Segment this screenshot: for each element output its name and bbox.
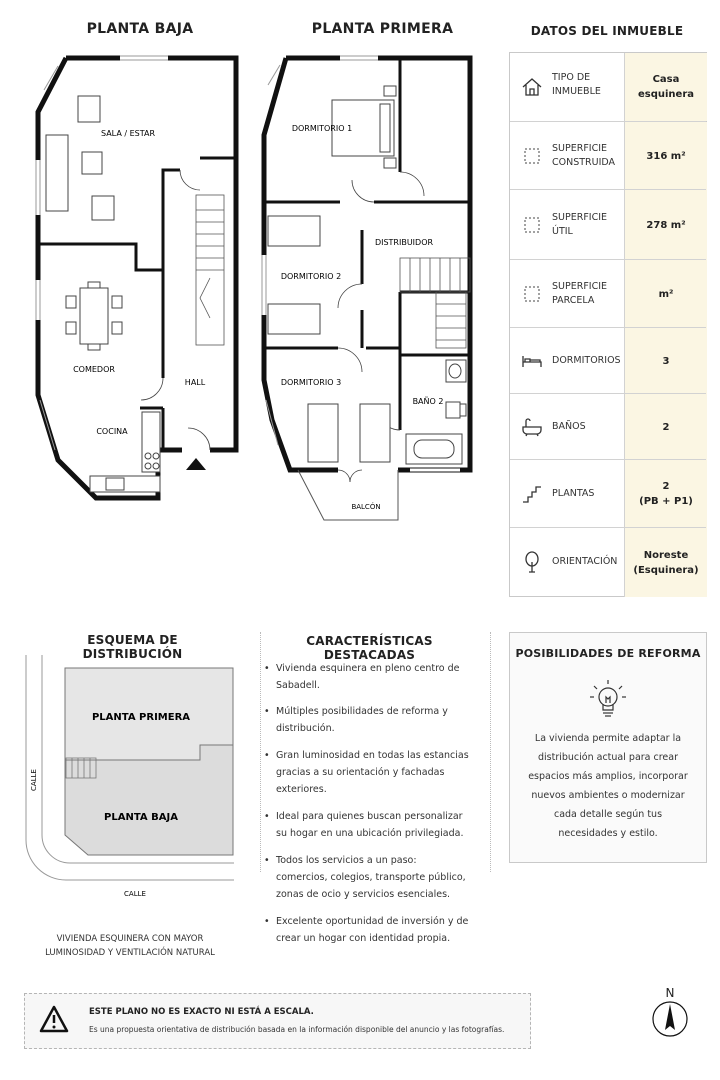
disclaimer-title: ESTE PLANO NO ES EXACTO NI ESTÁ A ESCALA.	[89, 1007, 314, 1017]
first-floor-plan	[250, 0, 485, 530]
row-useful-area	[510, 189, 706, 260]
street-side-label: CALLE	[30, 769, 38, 791]
feature-line: • Múltiples posibilidades de reforma y	[276, 706, 448, 717]
row-value: esquinera	[637, 89, 695, 100]
ground-floor-plan	[0, 0, 260, 520]
row-value: 278 m²	[646, 219, 686, 231]
distributor-label: DISTRIBUIDOR	[374, 238, 434, 247]
reform-line: necesidades y estilo.	[558, 828, 658, 839]
bedroom1-label: DORMITORIO 1	[291, 124, 353, 133]
street-bottom-label: CALLE	[124, 890, 146, 898]
reform-line: La vivienda permite adaptar la	[534, 733, 682, 744]
reform-line: cada detalle según tus	[553, 809, 663, 820]
feature-line: • Vivienda esquinera en pleno centro de	[276, 663, 460, 674]
bedroom3-label: DORMITORIO 3	[280, 378, 342, 387]
feature-line: comercios, colegios, transporte público,	[276, 872, 466, 883]
row-label: CONSTRUIDA	[552, 157, 616, 168]
row-plot-area	[510, 259, 706, 328]
row-label: SUPERFICIE	[552, 143, 608, 154]
distribution-title: ESQUEMA DE DISTRIBUCIÓN	[82, 633, 183, 661]
feature-line: Sabadell.	[276, 680, 320, 691]
lightbulb-icon	[588, 677, 628, 723]
north-label: N	[665, 986, 675, 1000]
house-icon	[520, 75, 544, 99]
bedroom2-label: DORMITORIO 2	[280, 272, 342, 281]
property-data-table	[509, 52, 707, 597]
feature-item	[276, 747, 476, 798]
scheme-caption-line: VIVIENDA ESQUINERA CON MAYOR	[56, 934, 204, 944]
feature-line: su hogar en una ubicación privilegiada.	[276, 828, 464, 839]
dashed-square-icon	[520, 282, 544, 306]
row-bedrooms	[510, 327, 706, 394]
bathroom2-label: BAÑO 2	[412, 397, 444, 406]
row-value: Casa	[652, 74, 680, 85]
disclaimer-box	[24, 993, 531, 1049]
row-value: 2	[662, 481, 670, 492]
feature-line: • Gran luminosidad en todas las estancias	[276, 750, 469, 761]
row-label: ÚTIL	[552, 226, 573, 237]
dining-room-label: COMEDOR	[73, 365, 115, 374]
row-value: m²	[658, 288, 674, 300]
bathtub-icon	[520, 415, 544, 439]
ground-floor-title: PLANTA BAJA	[86, 21, 194, 37]
dashed-square-icon	[520, 144, 544, 168]
row-label: INMUEBLE	[552, 86, 601, 97]
balcony-label: BALCÓN	[351, 503, 381, 511]
row-label: ORIENTACIÓN	[552, 556, 618, 567]
row-label: DORMITORIOS	[552, 355, 621, 366]
north-arrow-icon	[651, 1000, 689, 1038]
row-orientation	[510, 527, 706, 597]
divider	[260, 632, 262, 872]
property-data-title: DATOS DEL INMUEBLE	[530, 24, 684, 38]
row-label: SUPERFICIE	[552, 212, 608, 223]
reform-title: POSIBILIDADES DE REFORMA	[515, 647, 701, 660]
feature-line: zonas de ocio y servicios esenciales.	[276, 889, 451, 900]
reform-line: espacios más amplios, incorporar	[528, 771, 688, 782]
row-value: 2	[662, 421, 670, 433]
row-value: (Esquinera)	[633, 564, 699, 576]
reform-box	[509, 632, 707, 863]
reform-line: nuevos ambientes o modernizar	[531, 790, 685, 801]
feature-line: crear un hogar con identidad propia.	[276, 933, 451, 944]
reform-line: distribución actual para crear	[537, 752, 679, 763]
divider	[490, 632, 492, 872]
row-label: SUPERFICIE	[552, 281, 608, 292]
feature-item	[276, 852, 476, 903]
row-label: PLANTAS	[552, 488, 595, 499]
row-bathrooms	[510, 393, 706, 460]
feature-item	[276, 913, 476, 947]
row-value: 3	[662, 355, 670, 367]
row-value: Noreste	[643, 549, 689, 561]
dashed-square-icon	[520, 213, 544, 237]
feature-item	[276, 660, 476, 694]
row-built-area	[510, 121, 706, 190]
disclaimer-text: Es una propuesta orientativa de distribución basada en la información disponible del anuncio y las fotografías.	[89, 1025, 505, 1034]
features-title: CARACTERÍSTICAS DESTACADAS	[306, 634, 433, 662]
scheme-ground-floor-label: PLANTA BAJA	[104, 812, 178, 823]
scheme-caption-line: LUMINOSIDAD Y VENTILACIÓN NATURAL	[45, 948, 215, 958]
feature-line: distribución.	[276, 723, 335, 734]
row-floors	[510, 459, 706, 528]
feature-line: • Excelente oportunidad de inversión y de	[276, 916, 469, 927]
row-value: (PB + P1)	[639, 496, 693, 507]
row-label: BAÑOS	[552, 421, 586, 432]
stairs-icon	[520, 482, 544, 506]
first-floor-title: PLANTA PRIMERA	[311, 21, 454, 37]
distribution-scheme	[20, 650, 245, 910]
feature-line: • Todos los servicios a un paso:	[276, 855, 417, 866]
scheme-caption	[30, 932, 230, 960]
kitchen-label: COCINA	[96, 427, 128, 436]
feature-item	[276, 808, 476, 842]
living-room-label: SALA / ESTAR	[100, 129, 156, 138]
row-label: PARCELA	[552, 295, 595, 306]
feature-line: exteriores.	[276, 784, 327, 795]
row-label: TIPO DE	[552, 72, 591, 83]
row-value: 316 m²	[646, 150, 686, 162]
scheme-first-floor-label: PLANTA PRIMERA	[91, 712, 191, 723]
reform-text	[522, 729, 694, 843]
bed-icon	[520, 349, 544, 373]
feature-line: • Ideal para quienes buscan personalizar	[276, 811, 463, 822]
warning-icon	[39, 1005, 69, 1033]
tree-icon	[520, 550, 544, 574]
hall-label: HALL	[184, 378, 206, 387]
feature-line: gracias a su orientación y fachadas	[276, 767, 445, 778]
feature-item	[276, 703, 476, 737]
row-property-type	[510, 53, 706, 121]
